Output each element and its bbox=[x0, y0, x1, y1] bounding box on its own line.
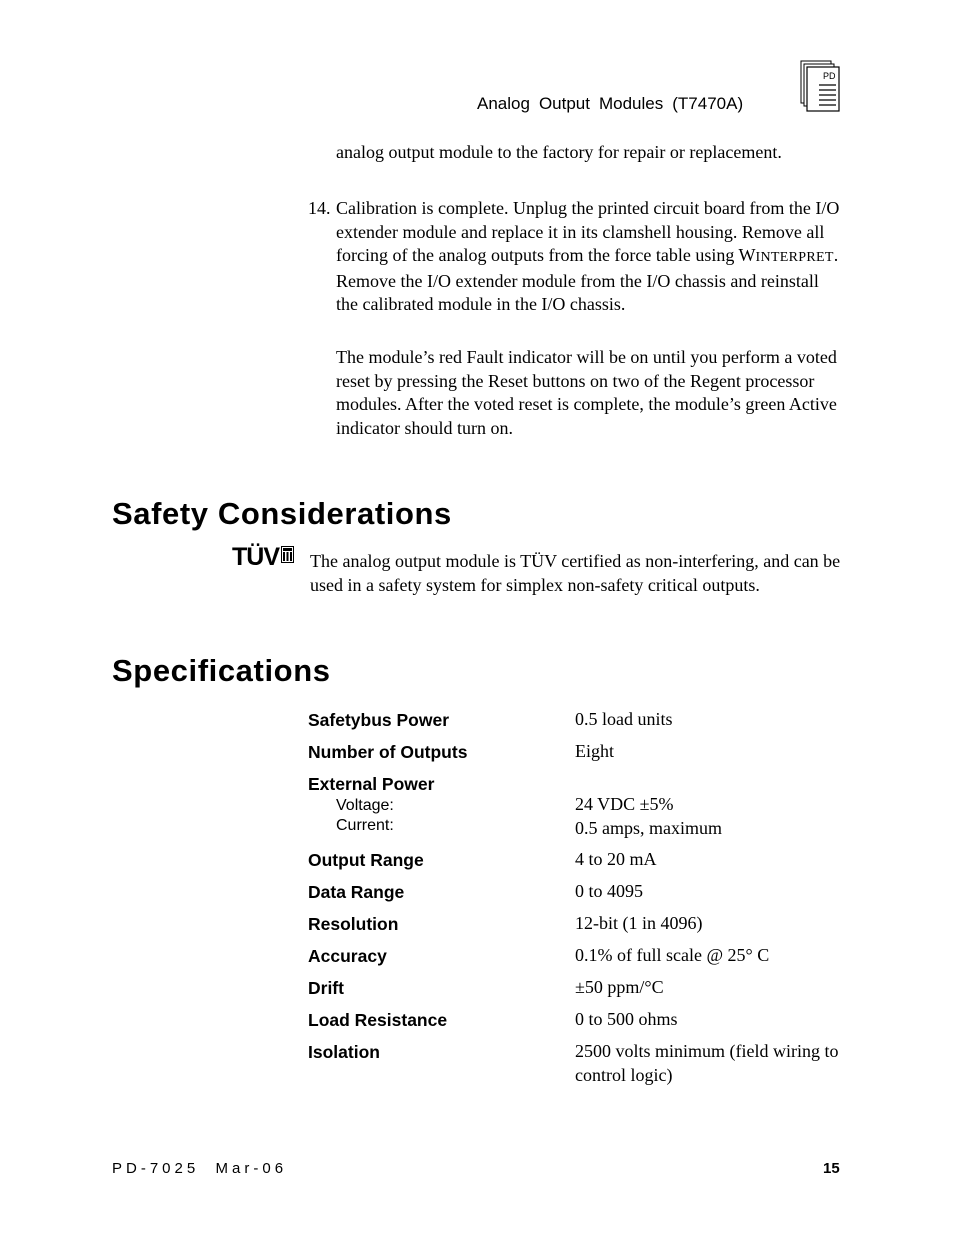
spec-value: 0.1% of full scale @ 25° C bbox=[575, 945, 770, 965]
document-stack-icon bbox=[799, 60, 841, 112]
footer-doc-id: PD-7025 Mar-06 bbox=[112, 1160, 288, 1177]
header-word: Analog bbox=[477, 94, 530, 113]
step-14-text-end: . Remove the I/O extender module from the I/O chassis and reinstall the calibrated module in the I/O chassis. bbox=[336, 245, 839, 314]
spec-row bbox=[308, 976, 848, 1000]
spec-label: Drift bbox=[308, 978, 344, 998]
spec-value: 12-bit (1 in 4096) bbox=[575, 913, 703, 933]
spec-value-group bbox=[575, 772, 848, 840]
spec-label: Isolation bbox=[308, 1042, 380, 1062]
spec-value: 4 to 20 mA bbox=[575, 849, 657, 869]
spec-row bbox=[308, 1040, 848, 1087]
running-header bbox=[477, 94, 743, 114]
spec-row bbox=[308, 848, 848, 872]
spec-row bbox=[308, 1008, 848, 1032]
spec-value: 0 to 500 ohms bbox=[575, 1009, 678, 1029]
header-word: (T7470A) bbox=[672, 94, 744, 113]
step-number: 14. bbox=[308, 198, 331, 218]
spec-value: 24 VDC ±5% bbox=[575, 794, 674, 814]
spec-label: Accuracy bbox=[308, 946, 387, 966]
specifications-heading: Specifications bbox=[112, 653, 331, 688]
page-number: 15 bbox=[823, 1160, 840, 1177]
safety-heading: Safety Considerations bbox=[112, 496, 452, 531]
icon-label: PD bbox=[823, 71, 836, 81]
tuv-logo bbox=[232, 543, 294, 572]
spec-row bbox=[308, 772, 848, 840]
spec-value: ±50 ppm/°C bbox=[575, 977, 664, 997]
step-14-text: Calibration is complete. Unplug the printed circuit board from the I/O extender module and replace it in its clamshell housing. Remove all forcing of the analog outputs from the force table using W bbox=[336, 198, 840, 265]
winterpret-smallcaps: INTERPRET bbox=[755, 250, 834, 265]
spec-value: 0 to 4095 bbox=[575, 881, 644, 901]
spec-value: 0.5 load units bbox=[575, 709, 673, 729]
fault-indicator-paragraph: The module’s red Fault indicator will be on until you perform a voted reset by pressing the Reset buttons on two of the Regent processor modules. After the voted reset is complete, the module’s green Active indicator should turn on. bbox=[336, 347, 837, 438]
tuv-logo-text: TÜV bbox=[232, 543, 279, 571]
header-word: Output bbox=[538, 94, 590, 113]
spec-label: Resolution bbox=[308, 914, 399, 934]
spec-row bbox=[308, 708, 848, 732]
spec-label: Data Range bbox=[308, 882, 405, 902]
header-word: Modules bbox=[598, 94, 664, 113]
spec-value: 2500 volts minimum (field wiring to control logic) bbox=[575, 1041, 839, 1085]
step-14-paragraph bbox=[336, 197, 841, 317]
spec-row bbox=[308, 912, 848, 936]
spec-label-group bbox=[308, 772, 575, 840]
spec-label: Number of Outputs bbox=[308, 742, 468, 762]
spec-sublabel: Voltage: bbox=[336, 797, 394, 814]
spec-label: External Power bbox=[308, 774, 435, 794]
spec-sublabel: Current: bbox=[336, 817, 394, 834]
continued-paragraph: analog output module to the factory for repair or replacement. bbox=[336, 142, 782, 162]
specifications-table bbox=[308, 708, 848, 1095]
safety-paragraph: The analog output module is TÜV certified as non-interfering, and can be used in a safety system for simplex non-safety critical outputs. bbox=[310, 551, 841, 595]
spec-value: 0.5 amps, maximum bbox=[575, 817, 722, 838]
tuv-mark-icon bbox=[281, 546, 294, 563]
spec-value: Eight bbox=[575, 741, 614, 761]
spec-label: Output Range bbox=[308, 850, 424, 870]
spec-label: Safetybus Power bbox=[308, 710, 450, 730]
spec-row bbox=[308, 740, 848, 764]
spec-label: Load Resistance bbox=[308, 1010, 448, 1030]
spec-row bbox=[308, 944, 848, 968]
spec-row bbox=[308, 880, 848, 904]
